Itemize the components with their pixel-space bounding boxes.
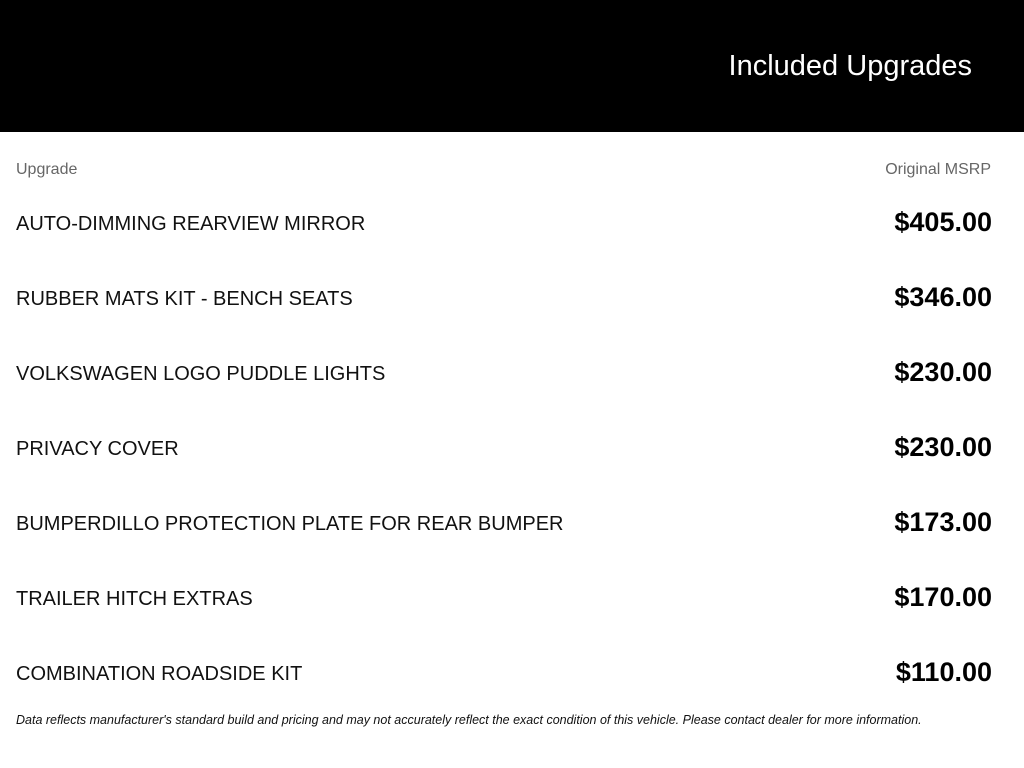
upgrade-name: PRIVACY COVER <box>16 438 179 460</box>
disclaimer-text: Data reflects manufacturer's standard build and pricing and may not accurately reflect the exact condition of this vehicle. Please contact dealer for more information. <box>16 713 922 727</box>
page-title: Included Upgrades <box>728 50 972 82</box>
upgrade-row <box>0 260 1024 335</box>
upgrade-name: RUBBER MATS KIT - BENCH SEATS <box>16 288 353 310</box>
upgrade-price: $346.00 <box>894 282 992 312</box>
upgrade-price: $110.00 <box>895 657 992 687</box>
upgrade-row <box>0 635 1024 710</box>
upgrade-name: COMBINATION ROADSIDE KIT <box>16 663 303 685</box>
upgrades-list <box>0 185 1024 710</box>
upgrade-name: AUTO-DIMMING REARVIEW MIRROR <box>16 213 366 235</box>
upgrade-price: $173.00 <box>894 507 992 537</box>
upgrade-row <box>0 485 1024 560</box>
upgrade-column-header: Upgrade <box>16 161 78 178</box>
msrp-column-header: Original MSRP <box>885 161 991 178</box>
upgrade-row <box>0 335 1024 410</box>
page-header <box>0 0 1024 132</box>
upgrade-price: $170.00 <box>894 582 992 612</box>
upgrade-row <box>0 185 1024 260</box>
upgrade-price: $230.00 <box>894 432 992 462</box>
upgrade-price: $405.00 <box>894 207 992 237</box>
upgrade-name: TRAILER HITCH EXTRAS <box>16 588 253 610</box>
upgrade-row <box>0 410 1024 485</box>
upgrade-row <box>0 560 1024 635</box>
upgrade-name: BUMPERDILLO PROTECTION PLATE FOR REAR BUMPER <box>16 513 564 535</box>
upgrade-name: VOLKSWAGEN LOGO PUDDLE LIGHTS <box>16 363 386 385</box>
upgrade-price: $230.00 <box>894 357 992 387</box>
